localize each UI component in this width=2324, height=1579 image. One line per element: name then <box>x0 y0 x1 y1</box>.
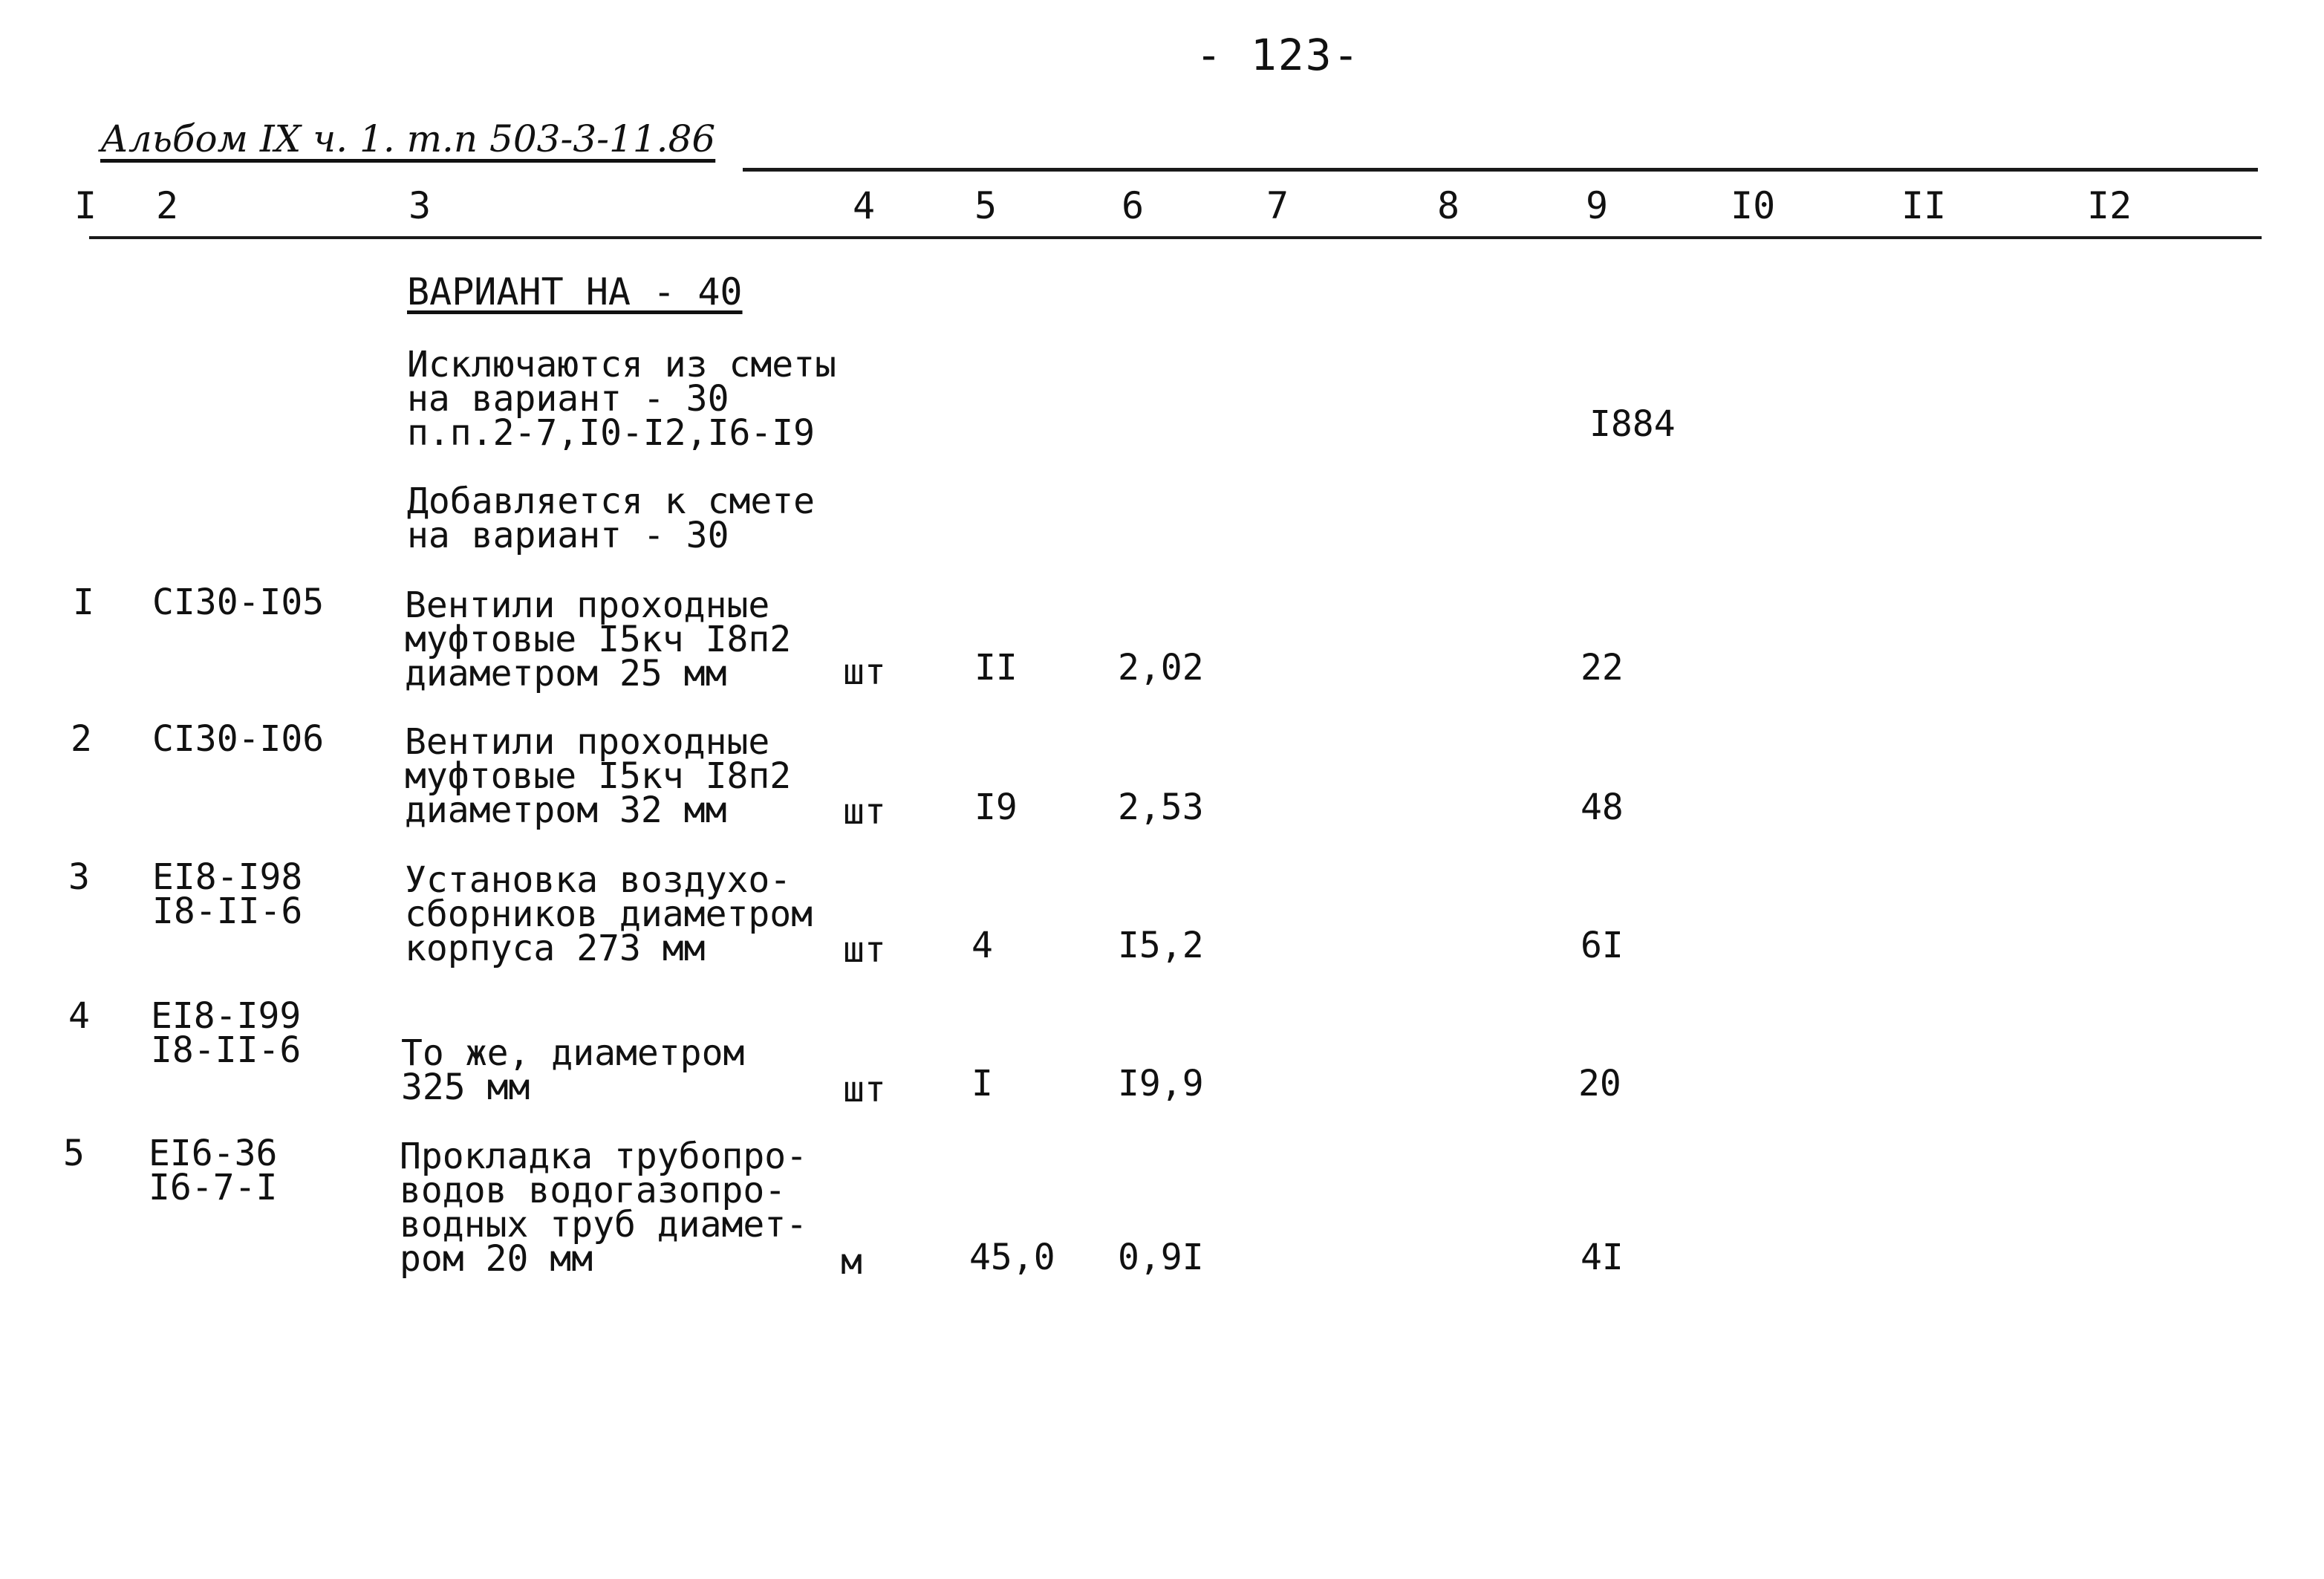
row-unit: шт <box>843 1069 886 1110</box>
row-unit: шт <box>843 651 886 693</box>
row-number: I <box>73 582 94 623</box>
row-description: Установка воздухо- сборников диаметром корпуса 273 мм <box>405 859 813 969</box>
row-description: Вентили проходные муфтовые I5кч I8п2 диаметром 32 мм <box>405 721 792 831</box>
row-price: I5,2 <box>1118 925 1204 966</box>
column-number-8: 8 <box>1437 184 1460 227</box>
album-reference: Альбом IX ч. 1. т.п 503-3-11.86 <box>100 117 716 160</box>
row-unit: шт <box>843 791 886 833</box>
row-quantity: 45,0 <box>969 1237 1055 1278</box>
row-quantity: I9 <box>974 787 1018 828</box>
row-number: 2 <box>71 718 92 760</box>
column-number-4: 4 <box>853 184 876 227</box>
column-number-6: 6 <box>1122 184 1145 227</box>
row-description: Прокладка трубопро- водов водогазопро- водных труб диамет- ром 20 мм <box>400 1136 808 1280</box>
excluded-text: Исключаются из сметы на вариант - 30 п.п.2-7,I0-I2,I6-I9 <box>407 344 836 454</box>
row-code: EI8-I98 I8-II-6 <box>152 856 303 932</box>
excluded-total: I884 <box>1589 403 1676 445</box>
row-unit: м <box>841 1241 862 1283</box>
row-total: 22 <box>1581 647 1624 688</box>
row-total: 4I <box>1581 1237 1624 1278</box>
row-total: 20 <box>1578 1063 1621 1104</box>
row-number: 4 <box>68 995 90 1037</box>
row-code: EI8-I99 I8-II-6 <box>151 995 302 1071</box>
column-number-1: I <box>74 184 97 227</box>
row-quantity: 4 <box>971 925 993 966</box>
row-unit: шт <box>843 929 886 971</box>
header-top-rule <box>743 168 2258 172</box>
column-number-9: 9 <box>1586 184 1609 227</box>
page-number: - 123- <box>1196 30 1361 80</box>
row-description: То же, диаметром 325 мм <box>401 1032 745 1108</box>
row-quantity: II <box>974 647 1018 688</box>
row-price: 2,02 <box>1118 647 1204 688</box>
variant-heading: ВАРИАНТ НА - 40 <box>407 270 743 313</box>
column-number-10: I0 <box>1731 184 1776 227</box>
header-bottom-rule <box>89 236 2262 239</box>
added-text: Добавляется к смете на вариант - 30 <box>407 481 816 556</box>
row-total: 6I <box>1581 925 1624 966</box>
row-code: EI6-36 I6-7-I <box>149 1133 278 1208</box>
column-number-7: 7 <box>1266 184 1289 227</box>
row-price: I9,9 <box>1118 1063 1204 1104</box>
row-code: CI30-I06 <box>152 718 325 760</box>
column-number-11: II <box>1901 184 1947 227</box>
column-number-12: I2 <box>2087 184 2132 227</box>
row-description: Вентили проходные муфтовые I5кч I8п2 диаметром 25 мм <box>405 585 792 694</box>
row-price: 2,53 <box>1118 787 1204 828</box>
column-number-5: 5 <box>974 184 997 227</box>
column-number-3: 3 <box>409 184 432 227</box>
row-number: 3 <box>68 856 90 898</box>
row-price: 0,9I <box>1118 1237 1204 1278</box>
row-code: CI30-I05 <box>152 582 325 623</box>
column-number-2: 2 <box>156 184 179 227</box>
row-number: 5 <box>63 1133 85 1174</box>
row-total: 48 <box>1581 787 1624 828</box>
row-quantity: I <box>971 1063 993 1104</box>
